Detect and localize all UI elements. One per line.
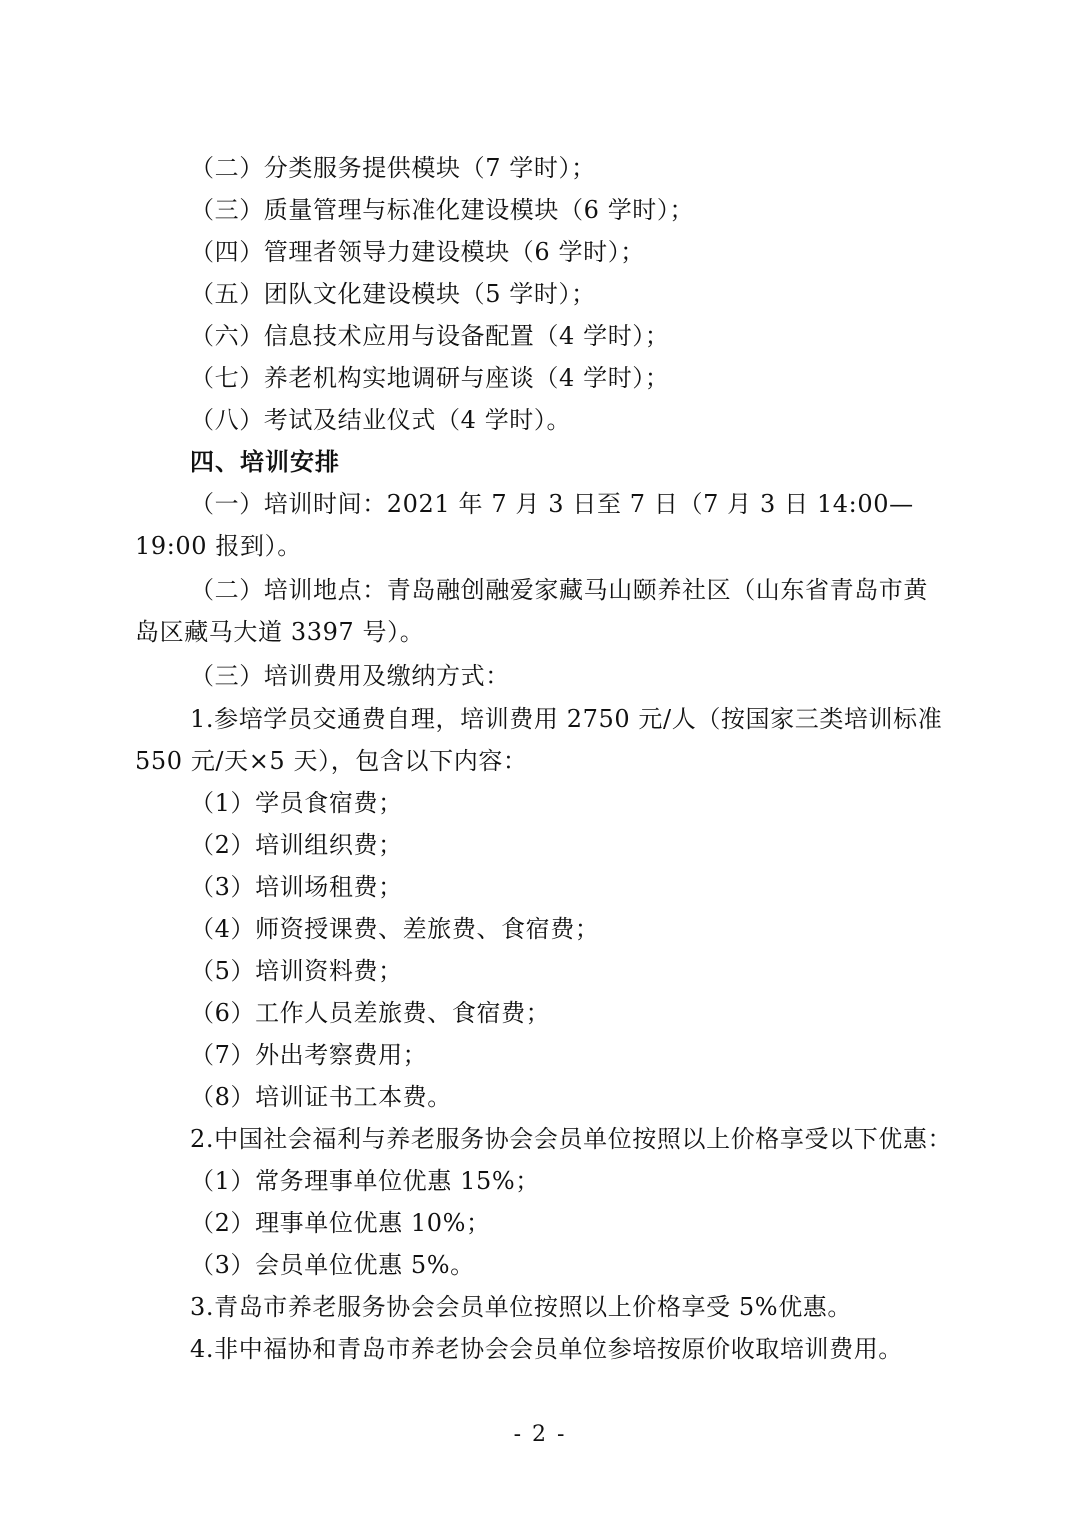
fee-item-4: （4）师资授课费、差旅费、食宿费； xyxy=(190,915,600,943)
training-time-line-1: （一）培训时间：2021 年 7 月 3 日至 7 日（7 月 3 日 14:00— xyxy=(190,490,914,518)
fee-item-1: （1）学员食宿费； xyxy=(190,789,403,817)
fee-rule-3: 3.青岛市养老服务协会会员单位按照以上价格享受 5%优惠。 xyxy=(190,1293,852,1321)
fee-item-8: （8）培训证书工本费。 xyxy=(190,1083,452,1111)
section-heading: 四、培训安排 xyxy=(190,447,340,476)
module-item-5: （五）团队文化建设模块（5 学时）； xyxy=(190,280,596,308)
fee-heading: （三）培训费用及缴纳方式： xyxy=(190,662,510,690)
fee-item-7: （7）外出考察费用； xyxy=(190,1041,428,1069)
discount-item-2: （2）理事单位优惠 10%； xyxy=(190,1209,491,1237)
fee-rule-1-line-1: 1.参培学员交通费自理，培训费用 2750 元/人（按国家三类培训标准 xyxy=(190,705,943,733)
fee-item-5: （5）培训资料费； xyxy=(190,957,403,985)
module-item-4: （四）管理者领导力建设模块（6 学时）； xyxy=(190,238,645,266)
module-item-8: （八）考试及结业仪式（4 学时）。 xyxy=(190,406,572,434)
fee-rule-4: 4.非中福协和青岛市养老协会会员单位参培按原价收取培训费用。 xyxy=(190,1335,903,1363)
fee-rule-1-line-2: 550 元/天×5 天），包含以下内容： xyxy=(135,747,528,775)
discount-item-3: （3）会员单位优惠 5%。 xyxy=(190,1251,475,1279)
fee-item-3: （3）培训场租费； xyxy=(190,873,403,901)
fee-item-2: （2）培训组织费； xyxy=(190,831,403,859)
training-place-line-1: （二）培训地点：青岛融创融爱家藏马山颐养社区（山东省青岛市黄 xyxy=(190,576,928,604)
page-number: - 2 - xyxy=(513,1422,567,1447)
training-time-line-2: 19:00 报到）。 xyxy=(135,532,302,560)
fee-item-6: （6）工作人员差旅费、食宿费； xyxy=(190,999,551,1027)
module-item-2: （二）分类服务提供模块（7 学时）； xyxy=(190,154,596,182)
training-place-line-2: 岛区藏马大道 3397 号）。 xyxy=(135,618,425,646)
module-item-3: （三）质量管理与标准化建设模块（6 学时）； xyxy=(190,196,695,224)
module-item-6: （六）信息技术应用与设备配置（4 学时）； xyxy=(190,322,670,350)
discount-item-1: （1）常务理事单位优惠 15%； xyxy=(190,1167,540,1195)
module-item-7: （七）养老机构实地调研与座谈（4 学时）； xyxy=(190,364,670,392)
fee-rule-2: 2.中国社会福利与养老服务协会会员单位按照以上价格享受以下优惠： xyxy=(190,1125,953,1153)
